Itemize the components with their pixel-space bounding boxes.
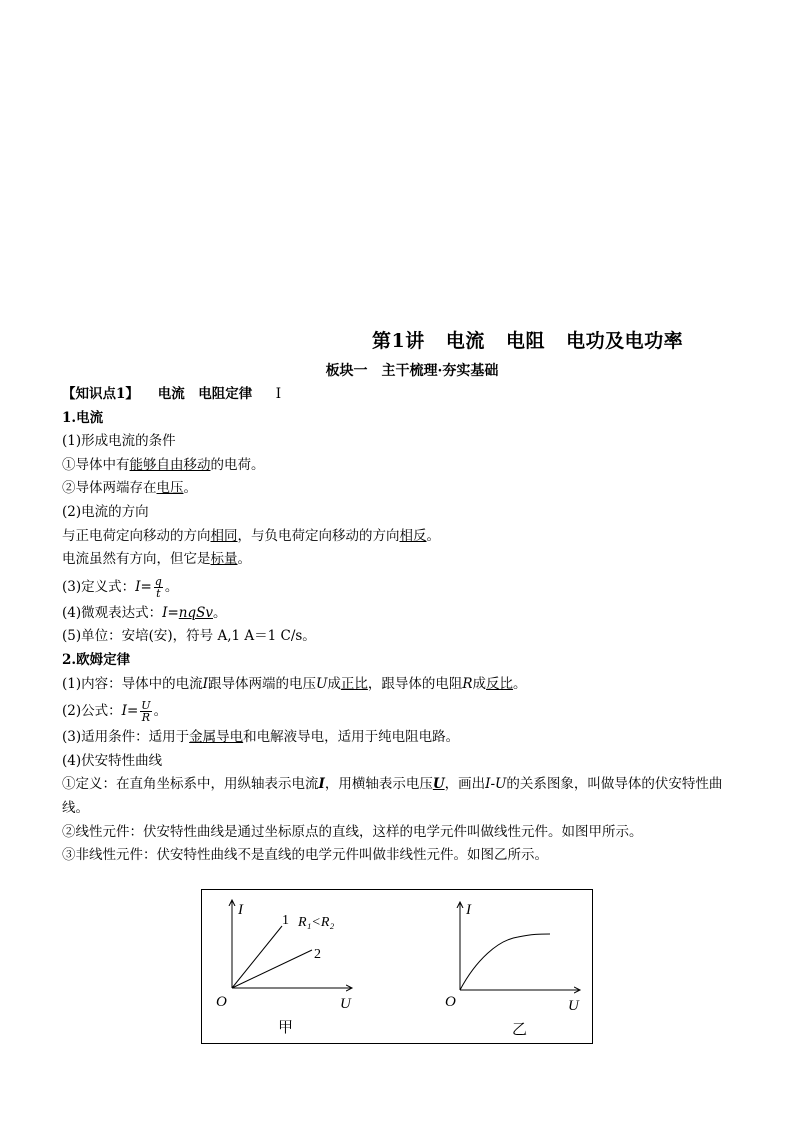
lesson-title [372, 326, 683, 353]
fraction-q-over-t: $\frac{q}{t}$ [154, 574, 162, 600]
graph-jia [216, 900, 352, 1036]
unit-text: (5)单位：安培(安)，符号 A,1 A＝1 C/s。 [62, 628, 316, 645]
graph-yi [445, 902, 580, 1038]
jia-line-2-label: 2 [314, 947, 321, 962]
iv-curve-figure [201, 889, 593, 1044]
fraction-u-over-r: $\frac{U}{R}$ [141, 699, 151, 725]
section-heading: 板块一 主干梳理·夯实基础 [325, 363, 499, 379]
caption-jia: 甲 [278, 1020, 294, 1036]
condition-1: ①导体中有能够自由移动的电荷。 [62, 456, 265, 473]
title-lesson-number: 第1讲 [372, 330, 425, 352]
content-body [62, 383, 742, 868]
yi-y-label: I [466, 902, 471, 918]
title-part-resistance: 电阻 [506, 330, 546, 352]
caption-yi: 乙 [512, 1022, 528, 1038]
nonlinear-element: ③非线性元件：伏安特性曲线不是直线的电学元件叫做非线性元件。如图乙所示。 [62, 847, 548, 864]
curve-heading: (4)伏安特性曲线 [62, 752, 163, 769]
iv-curve-svg [202, 890, 592, 1043]
definition-formula: (3)定义式：I= $\frac{q}{t}$ 。 [62, 574, 179, 600]
linear-element: ②线性元件：伏安特性曲线是通过坐标原点的直线，这样的电学元件叫做线性元件。如图甲所示。 [62, 823, 643, 840]
jia-line-1 [232, 926, 282, 988]
jia-line-1-label: 1 [282, 913, 289, 928]
direction-text: 与正电荷定向移动的方向相同，与负电荷定向移动的方向相反。 [62, 527, 440, 544]
ohm-content: (1)内容：导体中的电流I跟导体两端的电压U成正比，跟导体的电阻R成反比。 [62, 675, 527, 692]
ohm-formula: (2)公式：I= $\frac{U}{R}$ 。 [62, 699, 168, 725]
title-part-current: 电流 [445, 330, 485, 352]
scalar-text: 电流虽然有方向，但它是标量。 [62, 551, 251, 568]
jia-x-label: U [340, 996, 351, 1012]
jia-origin: O [216, 994, 227, 1010]
jia-relation: R₁<R₂ [298, 915, 335, 930]
conditions-heading: (1)形成电流的条件 [62, 433, 176, 450]
direction-heading: (2)电流的方向 [62, 503, 149, 520]
ohm-heading: 2.欧姆定律 [62, 651, 131, 668]
jia-line-2 [232, 950, 312, 988]
yi-x-label: U [568, 998, 579, 1014]
yi-curve [460, 934, 550, 990]
jia-y-label: I [238, 902, 243, 918]
knowledge-point-heading: 【知识点1】 电流 电阻定律 Ⅰ [62, 386, 282, 402]
ohm-applicability: (3)适用条件：适用于金属导电和电解液导电，适用于纯电阻电路。 [62, 729, 460, 746]
title-part-power: 电功及电功率 [566, 330, 684, 352]
current-heading: 1.电流 [62, 409, 104, 426]
yi-origin: O [445, 994, 456, 1010]
condition-2: ②导体两端存在电压。 [62, 480, 197, 497]
micro-formula: (4)微观表达式：I=nqSv。 [62, 604, 227, 621]
curve-definition: ①定义：在直角坐标系中，用纵轴表示电流I，用横轴表示电压U，画出I-U的关系图象，叫做导体的伏安特性曲线。 [62, 776, 723, 816]
